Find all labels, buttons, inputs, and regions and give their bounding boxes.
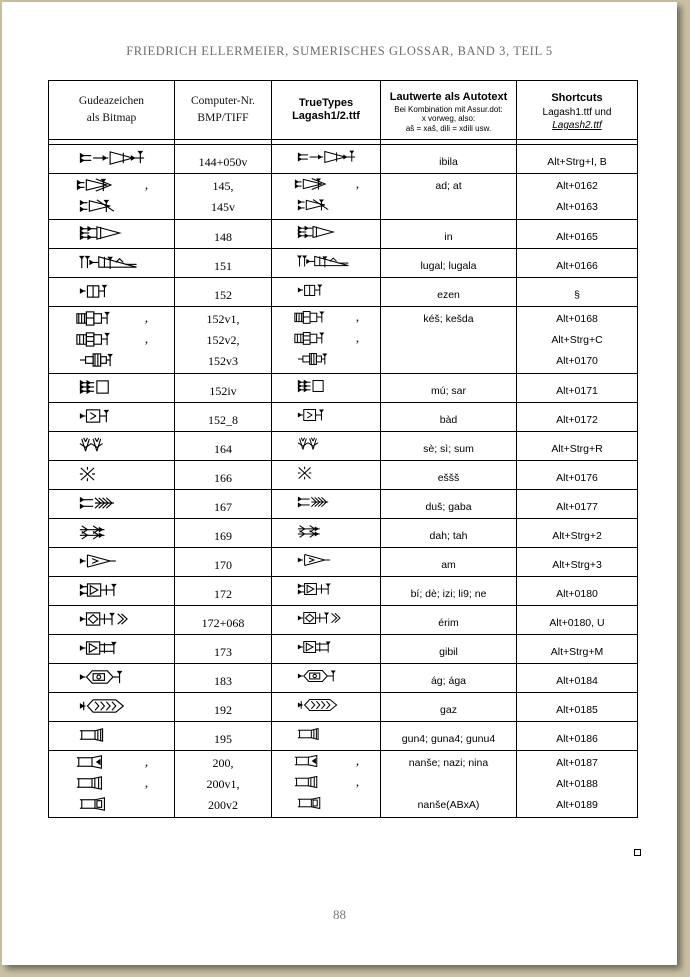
cell-computer-nr bbox=[175, 374, 272, 403]
cell-shortcut bbox=[517, 220, 638, 249]
page-number: 88 bbox=[333, 907, 346, 922]
shortcut-text: Alt+0188 bbox=[556, 777, 598, 790]
sign-table bbox=[48, 80, 638, 818]
lautwert-text: ibila bbox=[439, 155, 458, 168]
cell-truetype-sign bbox=[272, 664, 381, 693]
computer-nr: 200, bbox=[212, 755, 234, 770]
cell-computer-nr bbox=[175, 432, 272, 461]
header-truetype-line2: Lagash1/2.ttf bbox=[292, 110, 360, 122]
lautwert-text: mú; sar bbox=[430, 384, 466, 397]
cell-lautwerte bbox=[381, 374, 517, 403]
computer-nr: 148 bbox=[214, 229, 232, 244]
dus-truetype-sign-icon bbox=[272, 494, 380, 515]
cell-shortcut bbox=[517, 722, 638, 751]
cell-shortcut bbox=[517, 374, 638, 403]
header-lautwerte-title: Lautwerte als Autotext bbox=[389, 90, 508, 103]
separator-comma: , bbox=[355, 308, 360, 324]
cell-shortcut bbox=[517, 548, 638, 577]
shortcut-text: Alt+0166 bbox=[556, 259, 598, 272]
lautwert-text: kéš; kešda bbox=[423, 312, 474, 325]
lautwert-text: nanše(ABxA) bbox=[417, 798, 480, 811]
cell-computer-nr bbox=[175, 403, 272, 432]
kesda-truetype-sign-icon bbox=[272, 351, 380, 372]
bad-truetype-sign-icon bbox=[272, 407, 380, 428]
separator-comma: , bbox=[355, 175, 360, 191]
ess-truetype-sign-icon bbox=[272, 465, 380, 486]
shortcut-text: Alt+0170 bbox=[556, 354, 598, 367]
table-row bbox=[49, 432, 638, 461]
cell-bitmap-sign bbox=[49, 374, 175, 403]
separator-comma: , bbox=[355, 329, 360, 345]
lautwert-text: gun4; guna4; gunu4 bbox=[401, 732, 496, 745]
computer-nr: 172+068 bbox=[201, 615, 245, 630]
in-truetype-sign-icon bbox=[272, 224, 380, 245]
computer-nr: 166 bbox=[214, 470, 232, 485]
table-row bbox=[49, 249, 638, 278]
cell-truetype-sign bbox=[272, 432, 381, 461]
cell-bitmap-sign bbox=[49, 635, 175, 664]
cell-lautwerte bbox=[381, 577, 517, 606]
computer-nr: 200v1, bbox=[206, 776, 240, 791]
kesda-bitmap-sign-icon bbox=[49, 330, 174, 351]
shortcut-text: Alt+0177 bbox=[556, 500, 598, 513]
gaz-bitmap-sign-icon bbox=[49, 697, 174, 718]
cell-truetype-sign bbox=[272, 722, 381, 751]
cell-lautwerte bbox=[381, 664, 517, 693]
header-lautwerte bbox=[381, 81, 517, 140]
table-row bbox=[49, 722, 638, 751]
mu-truetype-sign-icon bbox=[272, 378, 380, 399]
am-bitmap-sign-icon bbox=[49, 552, 174, 573]
cell-lautwerte bbox=[381, 249, 517, 278]
ezen-truetype-sign-icon bbox=[272, 282, 380, 303]
cell-bitmap-sign bbox=[49, 606, 175, 635]
header-bitmap bbox=[49, 81, 175, 140]
cell-truetype-sign bbox=[272, 577, 381, 606]
shortcut-text: Alt+0176 bbox=[556, 471, 598, 484]
table-row bbox=[49, 403, 638, 432]
separator-comma: , bbox=[144, 176, 149, 192]
cell-computer-nr bbox=[175, 664, 272, 693]
cell-shortcut bbox=[517, 606, 638, 635]
table-row bbox=[49, 635, 638, 664]
cell-bitmap-sign bbox=[49, 751, 175, 818]
cell-lautwerte bbox=[381, 174, 517, 220]
header-computer-line1: Computer-Nr. bbox=[191, 95, 255, 107]
separator-comma: , bbox=[144, 330, 149, 346]
computer-nr: 183 bbox=[214, 673, 232, 688]
cell-lautwerte bbox=[381, 461, 517, 490]
ess-bitmap-sign-icon bbox=[49, 465, 174, 486]
cell-truetype-sign bbox=[272, 606, 381, 635]
cell-truetype-sign bbox=[272, 548, 381, 577]
cell-lautwerte bbox=[381, 693, 517, 722]
header-lautwerte-sub3: aš = xaš, dili = xdili usw. bbox=[405, 123, 492, 133]
shortcut-text: Alt+0189 bbox=[556, 798, 598, 811]
header-truetype-line1: TrueTypes bbox=[298, 97, 354, 109]
table-row bbox=[49, 374, 638, 403]
shortcut-text: Alt+0187 bbox=[556, 756, 598, 769]
gun4-bitmap-sign-icon bbox=[49, 726, 174, 747]
cell-bitmap-sign bbox=[49, 249, 175, 278]
table-row bbox=[49, 577, 638, 606]
cell-bitmap-sign bbox=[49, 577, 175, 606]
kesda-bitmap-sign-icon bbox=[49, 351, 174, 372]
ad-bitmap-sign-icon bbox=[49, 197, 174, 218]
cell-truetype-sign bbox=[272, 519, 381, 548]
shortcut-text: Alt+Strg+I, B bbox=[547, 155, 607, 168]
lautwert-text: ág; ága bbox=[430, 674, 467, 687]
cell-shortcut bbox=[517, 577, 638, 606]
nanse-bitmap-sign-icon bbox=[49, 774, 174, 795]
shortcut-text: Alt+Strg+2 bbox=[552, 529, 602, 542]
cell-shortcut bbox=[517, 432, 638, 461]
separator-comma: , bbox=[355, 773, 360, 789]
header-shortcuts-title: Shortcuts bbox=[551, 92, 603, 104]
lautwert-text: gaz bbox=[440, 703, 457, 716]
table-row bbox=[49, 307, 638, 374]
cell-bitmap-sign bbox=[49, 278, 175, 307]
cell-computer-nr bbox=[175, 635, 272, 664]
dus-bitmap-sign-icon bbox=[49, 494, 174, 515]
cell-truetype-sign bbox=[272, 220, 381, 249]
ad-truetype-sign-icon bbox=[272, 176, 380, 197]
lautwert-text: ezen bbox=[437, 288, 460, 301]
header-shortcuts-sub1: Lagash1.ttf und bbox=[542, 107, 612, 118]
se-bitmap-sign-icon bbox=[49, 436, 174, 457]
ag-truetype-sign-icon bbox=[272, 668, 380, 689]
lautwert-text: eššš bbox=[437, 471, 460, 484]
lautwert-text: gibil bbox=[439, 645, 458, 658]
cell-truetype-sign bbox=[272, 693, 381, 722]
computer-nr: 195 bbox=[214, 731, 232, 746]
cell-lautwerte bbox=[381, 220, 517, 249]
table-row bbox=[49, 519, 638, 548]
cell-shortcut bbox=[517, 751, 638, 818]
cell-lautwerte bbox=[381, 403, 517, 432]
cell-truetype-sign bbox=[272, 490, 381, 519]
cell-truetype-sign bbox=[272, 249, 381, 278]
shortcut-text: Alt+Strg+C bbox=[551, 333, 603, 346]
document-page bbox=[2, 2, 677, 965]
lautwert-text bbox=[381, 774, 516, 795]
lugal-truetype-sign-icon bbox=[272, 253, 380, 274]
table-row bbox=[49, 693, 638, 722]
cell-shortcut bbox=[517, 403, 638, 432]
header-computer bbox=[175, 81, 272, 140]
table-row bbox=[49, 220, 638, 249]
shortcut-text: Alt+0180, U bbox=[549, 616, 605, 629]
shortcut-text: Alt+0162 bbox=[556, 179, 598, 192]
in-bitmap-sign-icon bbox=[49, 224, 174, 245]
nanse-truetype-sign-icon bbox=[272, 774, 380, 795]
cell-lautwerte bbox=[381, 145, 517, 174]
lautwert-text: dah; tah bbox=[429, 529, 468, 542]
lautwert-text: am bbox=[441, 558, 456, 571]
dah-truetype-sign-icon bbox=[272, 523, 380, 544]
cell-computer-nr bbox=[175, 606, 272, 635]
separator-comma: , bbox=[144, 753, 149, 769]
cell-bitmap-sign bbox=[49, 403, 175, 432]
separator-comma: , bbox=[144, 309, 149, 325]
shortcut-text: Alt+0168 bbox=[556, 312, 598, 325]
lautwert-text: bàd bbox=[439, 413, 458, 426]
cell-shortcut bbox=[517, 249, 638, 278]
shortcut-text: Alt+Strg+3 bbox=[552, 558, 602, 571]
separator-comma: , bbox=[144, 774, 149, 790]
cell-shortcut bbox=[517, 490, 638, 519]
computer-nr: 167 bbox=[214, 499, 232, 514]
nanse-truetype-sign-icon bbox=[272, 795, 380, 816]
header-shortcuts-sub2: Lagash2.ttf bbox=[552, 120, 602, 131]
table-row bbox=[49, 548, 638, 577]
computer-nr: 144+050v bbox=[198, 154, 248, 169]
table-row bbox=[49, 606, 638, 635]
gibil-bitmap-sign-icon bbox=[49, 639, 174, 660]
nanse-bitmap-sign-icon bbox=[49, 795, 174, 816]
cell-lautwerte bbox=[381, 278, 517, 307]
lautwert-text: ad; at bbox=[435, 179, 462, 192]
header-computer-line2: BMP/TIFF bbox=[197, 112, 249, 124]
ibila-bitmap-sign-icon bbox=[49, 149, 174, 170]
table-row bbox=[49, 278, 638, 307]
cell-computer-nr bbox=[175, 548, 272, 577]
computer-nr: 152 bbox=[214, 287, 232, 302]
resize-handle[interactable] bbox=[634, 849, 641, 856]
computer-nr: 152v1, bbox=[206, 311, 240, 326]
cell-truetype-sign bbox=[272, 278, 381, 307]
cell-shortcut bbox=[517, 278, 638, 307]
cell-lautwerte bbox=[381, 548, 517, 577]
table-header-row bbox=[49, 81, 638, 140]
computer-nr: 145, bbox=[212, 178, 234, 193]
table-row bbox=[49, 145, 638, 174]
ibila-truetype-sign-icon bbox=[272, 149, 380, 170]
cell-computer-nr bbox=[175, 174, 272, 220]
cell-bitmap-sign bbox=[49, 722, 175, 751]
cell-truetype-sign bbox=[272, 374, 381, 403]
cell-truetype-sign bbox=[272, 635, 381, 664]
cell-computer-nr bbox=[175, 145, 272, 174]
kesda-bitmap-sign-icon bbox=[49, 309, 174, 330]
ag-bitmap-sign-icon bbox=[49, 668, 174, 689]
cell-bitmap-sign bbox=[49, 693, 175, 722]
computer-nr: 152v2, bbox=[206, 332, 240, 347]
cell-lautwerte bbox=[381, 722, 517, 751]
cell-computer-nr bbox=[175, 307, 272, 374]
cell-truetype-sign bbox=[272, 174, 381, 220]
ezen-bitmap-sign-icon bbox=[49, 282, 174, 303]
computer-nr: 152iv bbox=[209, 383, 237, 398]
bad-bitmap-sign-icon bbox=[49, 407, 174, 428]
erim-truetype-sign-icon bbox=[272, 610, 380, 631]
lautwert-text: érim bbox=[438, 616, 459, 629]
computer-nr: 152v3 bbox=[208, 353, 238, 368]
computer-nr: 172 bbox=[214, 586, 232, 601]
shortcut-text: Alt+0172 bbox=[556, 413, 598, 426]
table-row bbox=[49, 174, 638, 220]
cell-truetype-sign bbox=[272, 751, 381, 818]
cell-bitmap-sign bbox=[49, 432, 175, 461]
lautwert-text bbox=[381, 197, 516, 218]
bi-bitmap-sign-icon bbox=[49, 581, 174, 602]
cell-truetype-sign bbox=[272, 461, 381, 490]
cell-lautwerte bbox=[381, 635, 517, 664]
lautwert-text: bí; dè; izi; li9; ne bbox=[410, 587, 487, 600]
computer-nr: 145v bbox=[211, 199, 235, 214]
se-truetype-sign-icon bbox=[272, 436, 380, 457]
cell-bitmap-sign bbox=[49, 145, 175, 174]
shortcut-text: Alt+0163 bbox=[556, 200, 598, 213]
cell-computer-nr bbox=[175, 278, 272, 307]
cell-computer-nr bbox=[175, 249, 272, 278]
computer-nr: 170 bbox=[214, 557, 232, 572]
table-body bbox=[49, 140, 638, 818]
erim-bitmap-sign-icon bbox=[49, 610, 174, 631]
ad-bitmap-sign-icon bbox=[49, 176, 174, 197]
lautwert-text: sè; sì; sum bbox=[423, 442, 474, 455]
cell-computer-nr bbox=[175, 490, 272, 519]
shortcut-text: Alt+0185 bbox=[556, 703, 598, 716]
shortcut-text: Alt+Strg+R bbox=[551, 442, 603, 455]
running-header: FRIEDRICH ELLERMEIER, SUMERISCHES GLOSSAR, BAND 3, TEIL 5 bbox=[126, 44, 553, 58]
cell-lautwerte bbox=[381, 751, 517, 818]
cell-bitmap-sign bbox=[49, 220, 175, 249]
lautwert-text: in bbox=[444, 230, 453, 243]
computer-nr: 164 bbox=[214, 441, 232, 456]
nanse-truetype-sign-icon bbox=[272, 753, 380, 774]
cell-shortcut bbox=[517, 519, 638, 548]
lugal-bitmap-sign-icon bbox=[49, 253, 174, 274]
computer-nr: 192 bbox=[214, 702, 232, 717]
dah-bitmap-sign-icon bbox=[49, 523, 174, 544]
table-row bbox=[49, 751, 638, 818]
separator-comma: , bbox=[355, 752, 360, 768]
cell-lautwerte bbox=[381, 490, 517, 519]
cell-computer-nr bbox=[175, 693, 272, 722]
gaz-truetype-sign-icon bbox=[272, 697, 380, 718]
kesda-truetype-sign-icon bbox=[272, 309, 380, 330]
header-lautwerte-sub2: x vorweg, also: bbox=[421, 114, 476, 124]
cell-truetype-sign bbox=[272, 403, 381, 432]
gibil-truetype-sign-icon bbox=[272, 639, 380, 660]
header-lautwerte-sub1: Bei Kombination mit Assur.dot: bbox=[394, 104, 503, 114]
cell-lautwerte bbox=[381, 519, 517, 548]
computer-nr: 151 bbox=[214, 258, 232, 273]
cell-bitmap-sign bbox=[49, 490, 175, 519]
mu-bitmap-sign-icon bbox=[49, 378, 174, 399]
cell-shortcut bbox=[517, 461, 638, 490]
cell-lautwerte bbox=[381, 307, 517, 374]
shortcut-text: Alt+0184 bbox=[556, 674, 598, 687]
cell-lautwerte bbox=[381, 606, 517, 635]
lautwert-text bbox=[381, 351, 516, 372]
header-bitmap-line1: Gudeazeichen bbox=[78, 95, 145, 107]
shortcut-text: Alt+Strg+M bbox=[550, 645, 604, 658]
cell-bitmap-sign bbox=[49, 307, 175, 374]
cell-lautwerte bbox=[381, 432, 517, 461]
shortcut-text: Alt+0165 bbox=[556, 230, 598, 243]
lautwert-text: duš; gaba bbox=[425, 500, 472, 513]
kesda-truetype-sign-icon bbox=[272, 330, 380, 351]
ad-truetype-sign-icon bbox=[272, 197, 380, 218]
cell-shortcut bbox=[517, 307, 638, 374]
lautwert-text: lugal; lugala bbox=[420, 259, 477, 272]
cell-computer-nr bbox=[175, 751, 272, 818]
cell-bitmap-sign bbox=[49, 664, 175, 693]
header-truetype bbox=[272, 81, 381, 140]
shortcut-text: Alt+0180 bbox=[556, 587, 598, 600]
computer-nr: 173 bbox=[214, 644, 232, 659]
shortcut-text: § bbox=[574, 288, 580, 301]
cell-shortcut bbox=[517, 145, 638, 174]
table-row bbox=[49, 490, 638, 519]
cell-shortcut bbox=[517, 635, 638, 664]
nanse-bitmap-sign-icon bbox=[49, 753, 174, 774]
cell-computer-nr bbox=[175, 519, 272, 548]
bi-truetype-sign-icon bbox=[272, 581, 380, 602]
cell-shortcut bbox=[517, 664, 638, 693]
computer-nr: 169 bbox=[214, 528, 232, 543]
gun4-truetype-sign-icon bbox=[272, 726, 380, 747]
shortcut-text: Alt+0186 bbox=[556, 732, 598, 745]
header-bitmap-line2: als Bitmap bbox=[86, 112, 137, 124]
table-row bbox=[49, 664, 638, 693]
cell-shortcut bbox=[517, 693, 638, 722]
lautwert-text: nanše; nazi; nina bbox=[408, 756, 489, 769]
header-shortcuts bbox=[517, 81, 638, 140]
table-row bbox=[49, 461, 638, 490]
cell-computer-nr bbox=[175, 461, 272, 490]
cell-computer-nr bbox=[175, 722, 272, 751]
lautwert-text bbox=[381, 330, 516, 351]
shortcut-text: Alt+0171 bbox=[556, 384, 598, 397]
cell-truetype-sign bbox=[272, 307, 381, 374]
cell-shortcut bbox=[517, 174, 638, 220]
cell-bitmap-sign bbox=[49, 174, 175, 220]
cell-computer-nr bbox=[175, 220, 272, 249]
computer-nr: 200v2 bbox=[208, 797, 238, 812]
cell-bitmap-sign bbox=[49, 548, 175, 577]
cell-bitmap-sign bbox=[49, 461, 175, 490]
computer-nr: 152_8 bbox=[208, 412, 238, 427]
am-truetype-sign-icon bbox=[272, 552, 380, 573]
cell-computer-nr bbox=[175, 577, 272, 606]
cell-bitmap-sign bbox=[49, 519, 175, 548]
cell-truetype-sign bbox=[272, 145, 381, 174]
